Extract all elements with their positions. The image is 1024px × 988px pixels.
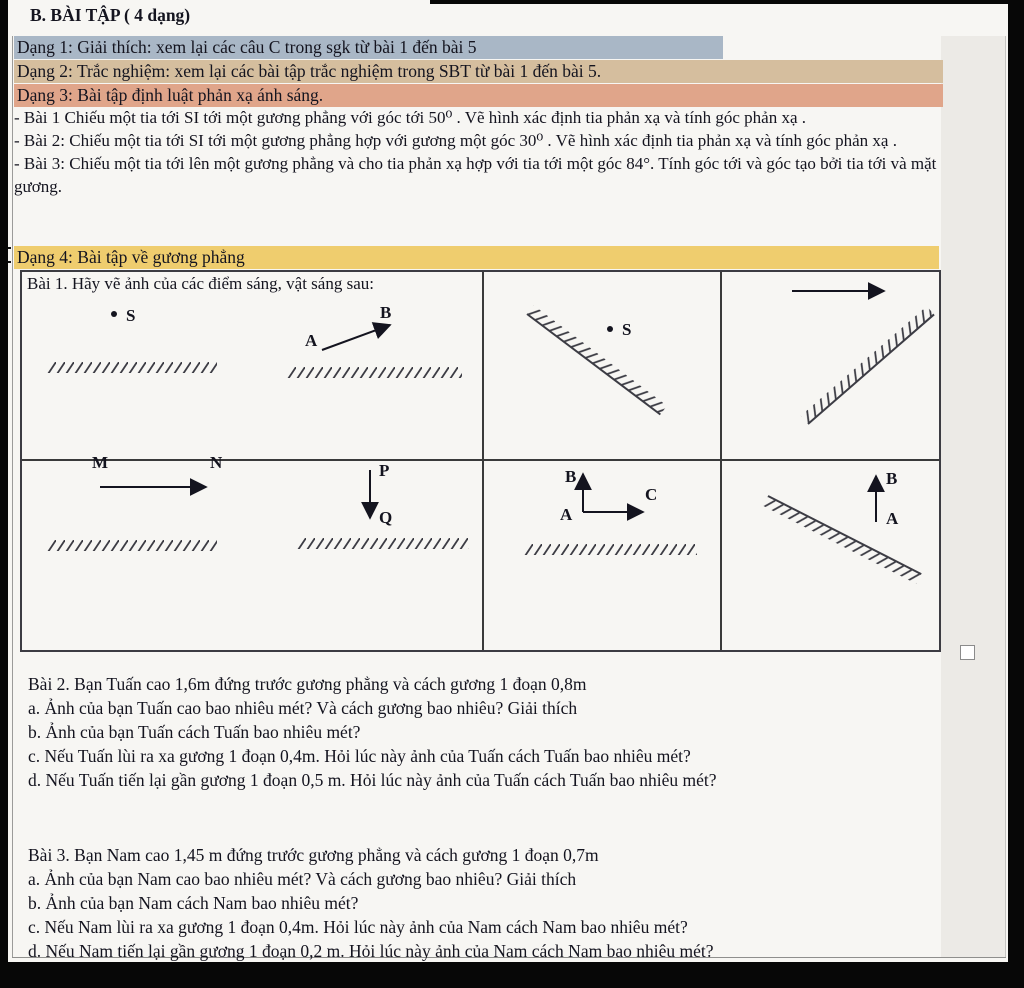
photo-border-bottom bbox=[0, 962, 1024, 988]
mirror-horizontal-3 bbox=[47, 540, 217, 551]
document-border-right bbox=[1005, 36, 1006, 957]
label-b2: B bbox=[565, 467, 577, 486]
bai-3-title: Bài 3. Bạn Nam cao 1,45 m đứng trước gương phẳng và cách gương 1 đoạn 0,7m bbox=[28, 845, 599, 865]
dang-1-highlight bbox=[14, 36, 723, 59]
point-source-dot-s1 bbox=[111, 311, 117, 317]
mirror-horizontal-5 bbox=[524, 544, 697, 555]
label-a3: A bbox=[886, 509, 899, 528]
label-m: M bbox=[92, 453, 109, 472]
photo-border-top bbox=[430, 0, 1024, 4]
bai-3-line-c: c. Nếu Nam lùi ra xa gương 1 đoạn 0,4m. Hỏi lúc này ảnh của Nam cách Nam bao nhiêu mét? bbox=[28, 917, 688, 937]
label-a1: A bbox=[305, 331, 318, 350]
mirror-horizontal-1 bbox=[47, 362, 217, 373]
bai-2-line-c: c. Nếu Tuấn lùi ra xa gương 1 đoạn 0,4m. Hỏi lúc này ảnh của Tuấn cách Tuấn bao nhiêu mét? bbox=[28, 746, 691, 766]
bai-2-line-b: b. Ảnh của bạn Tuấn cách Tuấn bao nhiêu mét? bbox=[28, 722, 361, 742]
intro-bai-2: - Bài 2: Chiếu một tia tới SI tới một gương phẳng hợp với gương một góc 30⁰ . Vẽ hình xác định tia phản xạ và tính góc phản xạ . bbox=[14, 131, 897, 150]
bai-3-line-b: b. Ảnh của bạn Nam cách Nam bao nhiêu mét? bbox=[28, 893, 359, 913]
dang3-exercise-list bbox=[14, 106, 942, 198]
mirror-horizontal-4 bbox=[297, 538, 469, 549]
mirror-horizontal-2 bbox=[287, 367, 462, 378]
diagram-canvas bbox=[22, 272, 939, 650]
label-c2: C bbox=[645, 485, 658, 504]
label-b3: B bbox=[886, 469, 898, 488]
dang-4-highlight bbox=[14, 246, 939, 269]
bai-3-line-d: d. Nếu Nam tiến lại gần gương 1 đoạn 0,2 m. Hỏi lúc này ảnh của Nam cách Nam bao nhiêu mét? bbox=[28, 941, 714, 961]
bai-2-block bbox=[28, 672, 968, 792]
label-q: Q bbox=[379, 508, 393, 527]
section-title: B. BÀI TẬP ( 4 dạng) bbox=[30, 5, 191, 25]
bai-1-instruction: Bài 1. Hãy vẽ ảnh của các điểm sáng, vật sáng sau: bbox=[27, 274, 374, 293]
photo-border-right bbox=[1008, 0, 1024, 988]
bai-3-block bbox=[28, 843, 968, 963]
dang-3-label: Dạng 3: Bài tập định luật phản xạ ánh sáng. bbox=[17, 85, 324, 105]
mirror-inclined-1 bbox=[527, 305, 667, 414]
bai-2-title: Bài 2. Bạn Tuấn cao 1,6m đứng trước gương phẳng và cách gương 1 đoạn 0,8m bbox=[28, 674, 587, 694]
exercise-diagram-table bbox=[20, 270, 941, 652]
bai-3-line-a: a. Ảnh của bạn Nam cao bao nhiêu mét? Và cách gương bao nhiêu? Giải thích bbox=[28, 869, 577, 889]
label-s1: S bbox=[126, 306, 136, 325]
label-b1: B bbox=[380, 303, 392, 322]
label-p: P bbox=[379, 461, 390, 480]
bai-2-line-d: d. Nếu Tuấn tiến lại gần gương 1 đoạn 0,5 m. Hỏi lúc này ảnh của Tuấn cách Tuấn bao nhiêu mét? bbox=[28, 770, 717, 790]
selection-handle[interactable] bbox=[960, 645, 975, 660]
document-border-left bbox=[12, 36, 13, 957]
mirror-inclined-2 bbox=[801, 306, 934, 424]
label-a2: A bbox=[560, 505, 573, 524]
label-s2: S bbox=[622, 320, 632, 339]
label-n: N bbox=[210, 453, 223, 472]
arrow-object-ab bbox=[322, 325, 390, 350]
scan-right-margin bbox=[941, 36, 1005, 957]
photo-border-left bbox=[0, 0, 8, 988]
intro-bai-3: - Bài 3: Chiếu một tia tới lên một gương phẳng và cho tia phản xạ hợp với tia tới một góc 84°. Tính góc tới và góc tạo bởi tia tới và mặt gương. bbox=[14, 154, 937, 196]
dang-2-label: Dạng 2: Trắc nghiệm: xem lại các bài tập trắc nghiệm trong SBT từ bài 1 đến bài 5. bbox=[17, 61, 602, 81]
dang-1-label: Dạng 1: Giải thích: xem lại các câu C trong sgk từ bài 1 đến bài 5 bbox=[17, 37, 477, 57]
dang-3-highlight bbox=[14, 84, 943, 107]
point-source-dot-s2 bbox=[607, 326, 613, 332]
bai-2-line-a: a. Ảnh của bạn Tuấn cao bao nhiêu mét? Và cách gương bao nhiêu? Giải thích bbox=[28, 698, 578, 718]
intro-bai-1: - Bài 1 Chiếu một tia tới SI tới một gương phẳng với góc tới 50⁰ . Vẽ hình xác định tia phản xạ và tính góc phản xạ . bbox=[14, 108, 807, 127]
dang-2-highlight bbox=[14, 60, 943, 83]
dang-4-label: Dạng 4: Bài tập về gương phẳng bbox=[17, 247, 245, 267]
